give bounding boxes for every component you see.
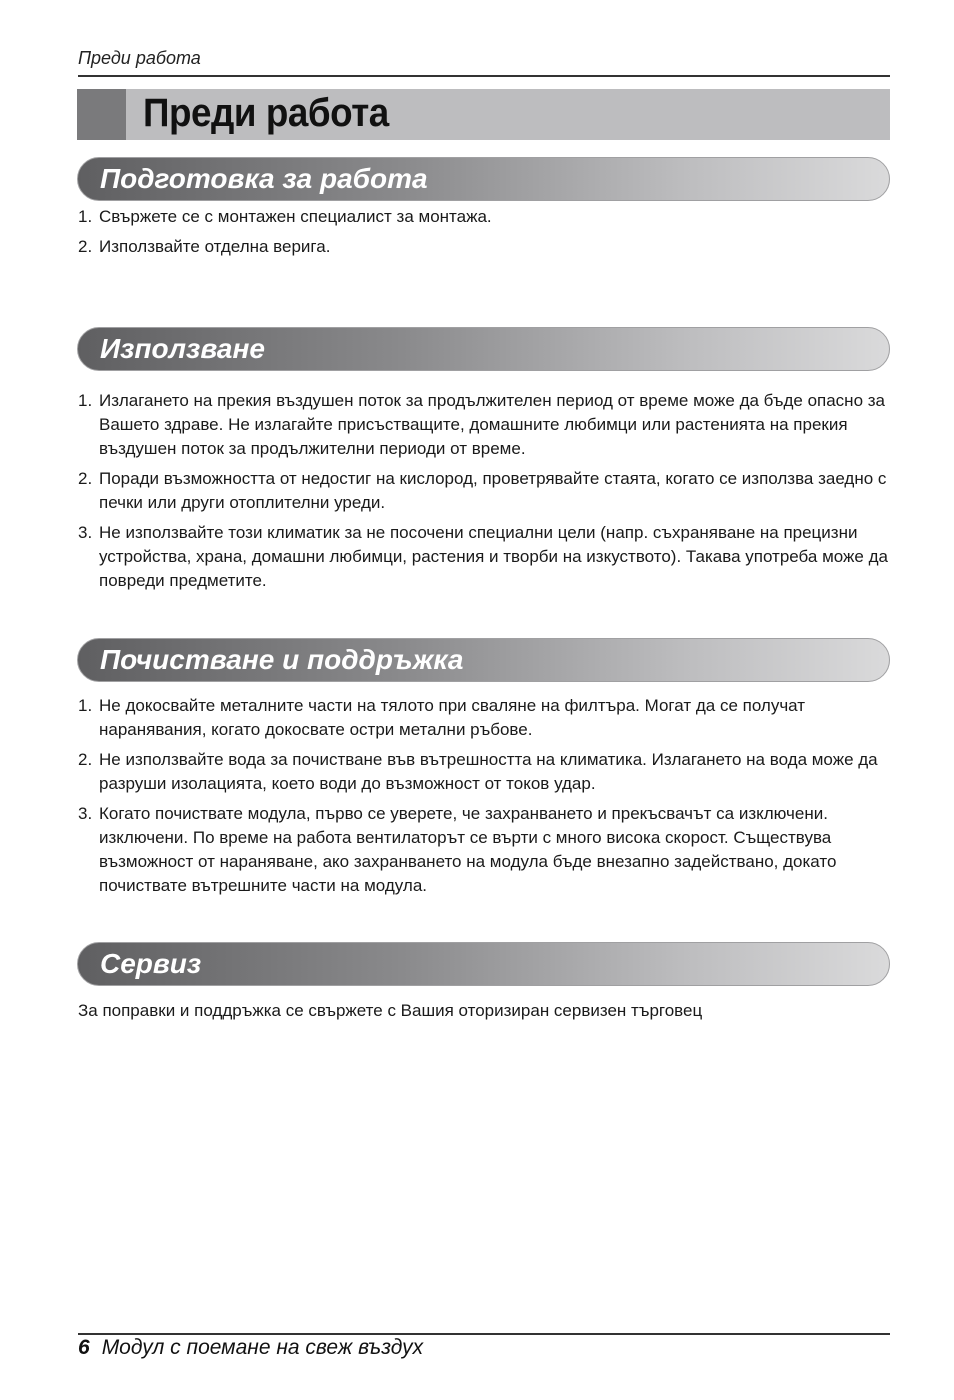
section-title-cleaning: Почистване и поддръжка bbox=[100, 644, 464, 675]
item-text: Когато почиствате модула, първо се уверете, че захранването и прекъсвачът са изключени. изключени. По време на работа вентилаторът се върти с много висока скорост. Съществува възможност от нараняване, ако захранването на модула бъде внезапно задействано, докато почиствате вътрешните части на модула. bbox=[99, 804, 837, 895]
item-number: 2. bbox=[78, 237, 93, 256]
item-text: Не докосвайте металните части на тялото при сваляне на филтъра. Могат да се получат наранявания, когато докосвате остри метални ръбове. bbox=[99, 696, 806, 739]
item-text: Излагането на прекия въздушен поток за продължителен период от време може да бъде опасно за Вашето здраве. Не излагайте присъстващите, домашните любимци или растенията на прекия въздушен поток за продължителни периоди от време. bbox=[99, 391, 886, 458]
section-bar-preparation bbox=[77, 157, 890, 201]
section-title-service: Сервиз bbox=[100, 948, 202, 979]
service-text: За поправки и поддръжка се свържете с Вашия оторизиран сервизен търговец bbox=[78, 1001, 703, 1020]
page-footer bbox=[78, 1336, 423, 1360]
cleaning-list bbox=[78, 694, 890, 904]
list-item bbox=[78, 389, 890, 461]
page-number: 6 bbox=[78, 1336, 90, 1359]
list-item bbox=[78, 748, 890, 796]
footer-text: Модул с поемане на свеж въздух bbox=[101, 1336, 424, 1359]
list-item bbox=[78, 235, 890, 259]
list-item bbox=[78, 205, 890, 229]
footer-rule bbox=[78, 1333, 890, 1335]
page-title-bar bbox=[77, 89, 890, 140]
item-number: 1. bbox=[78, 391, 93, 410]
item-text: Използвайте отделна верига. bbox=[99, 237, 331, 256]
header-rule bbox=[78, 75, 890, 77]
section-bar-usage bbox=[77, 327, 890, 371]
list-item bbox=[78, 802, 890, 898]
page-title: Преди работа bbox=[143, 91, 389, 135]
item-number: 3. bbox=[78, 523, 93, 542]
item-number: 1. bbox=[78, 207, 93, 226]
item-text: Поради възможността от недостиг на кислород, проветрявайте стаята, когато се използва заедно с печки или други отоплителни уреди. bbox=[99, 469, 887, 512]
section-bar-service bbox=[77, 942, 890, 986]
item-text: Свържете се с монтажен специалист за монтажа. bbox=[99, 207, 492, 226]
list-item bbox=[78, 521, 890, 593]
item-text: Не използвайте този климатик за не посочени специални цели (напр. съхраняване на прецизни устройства, храна, домашни любимци, растения и творби на изкуството). Такава употреба може да повреди предметите. bbox=[99, 523, 888, 590]
item-text: Не използвайте вода за почистване във вътрешността на климатика. Излагането на вода може да разруши изолацията, което води до възможност от токов удар. bbox=[99, 750, 878, 793]
item-number: 2. bbox=[78, 469, 93, 488]
item-number: 2. bbox=[78, 750, 93, 769]
list-item bbox=[78, 467, 890, 515]
title-accent-block bbox=[77, 89, 126, 140]
section-bar-cleaning bbox=[77, 638, 890, 682]
item-number: 1. bbox=[78, 696, 93, 715]
section-title-preparation: Подготовка за работа bbox=[100, 163, 428, 194]
running-header: Преди работа bbox=[78, 48, 201, 68]
usage-list bbox=[78, 389, 890, 599]
item-number: 3. bbox=[78, 804, 93, 823]
preparation-list bbox=[78, 205, 890, 265]
section-title-usage: Използване bbox=[100, 333, 265, 364]
list-item bbox=[78, 694, 890, 742]
